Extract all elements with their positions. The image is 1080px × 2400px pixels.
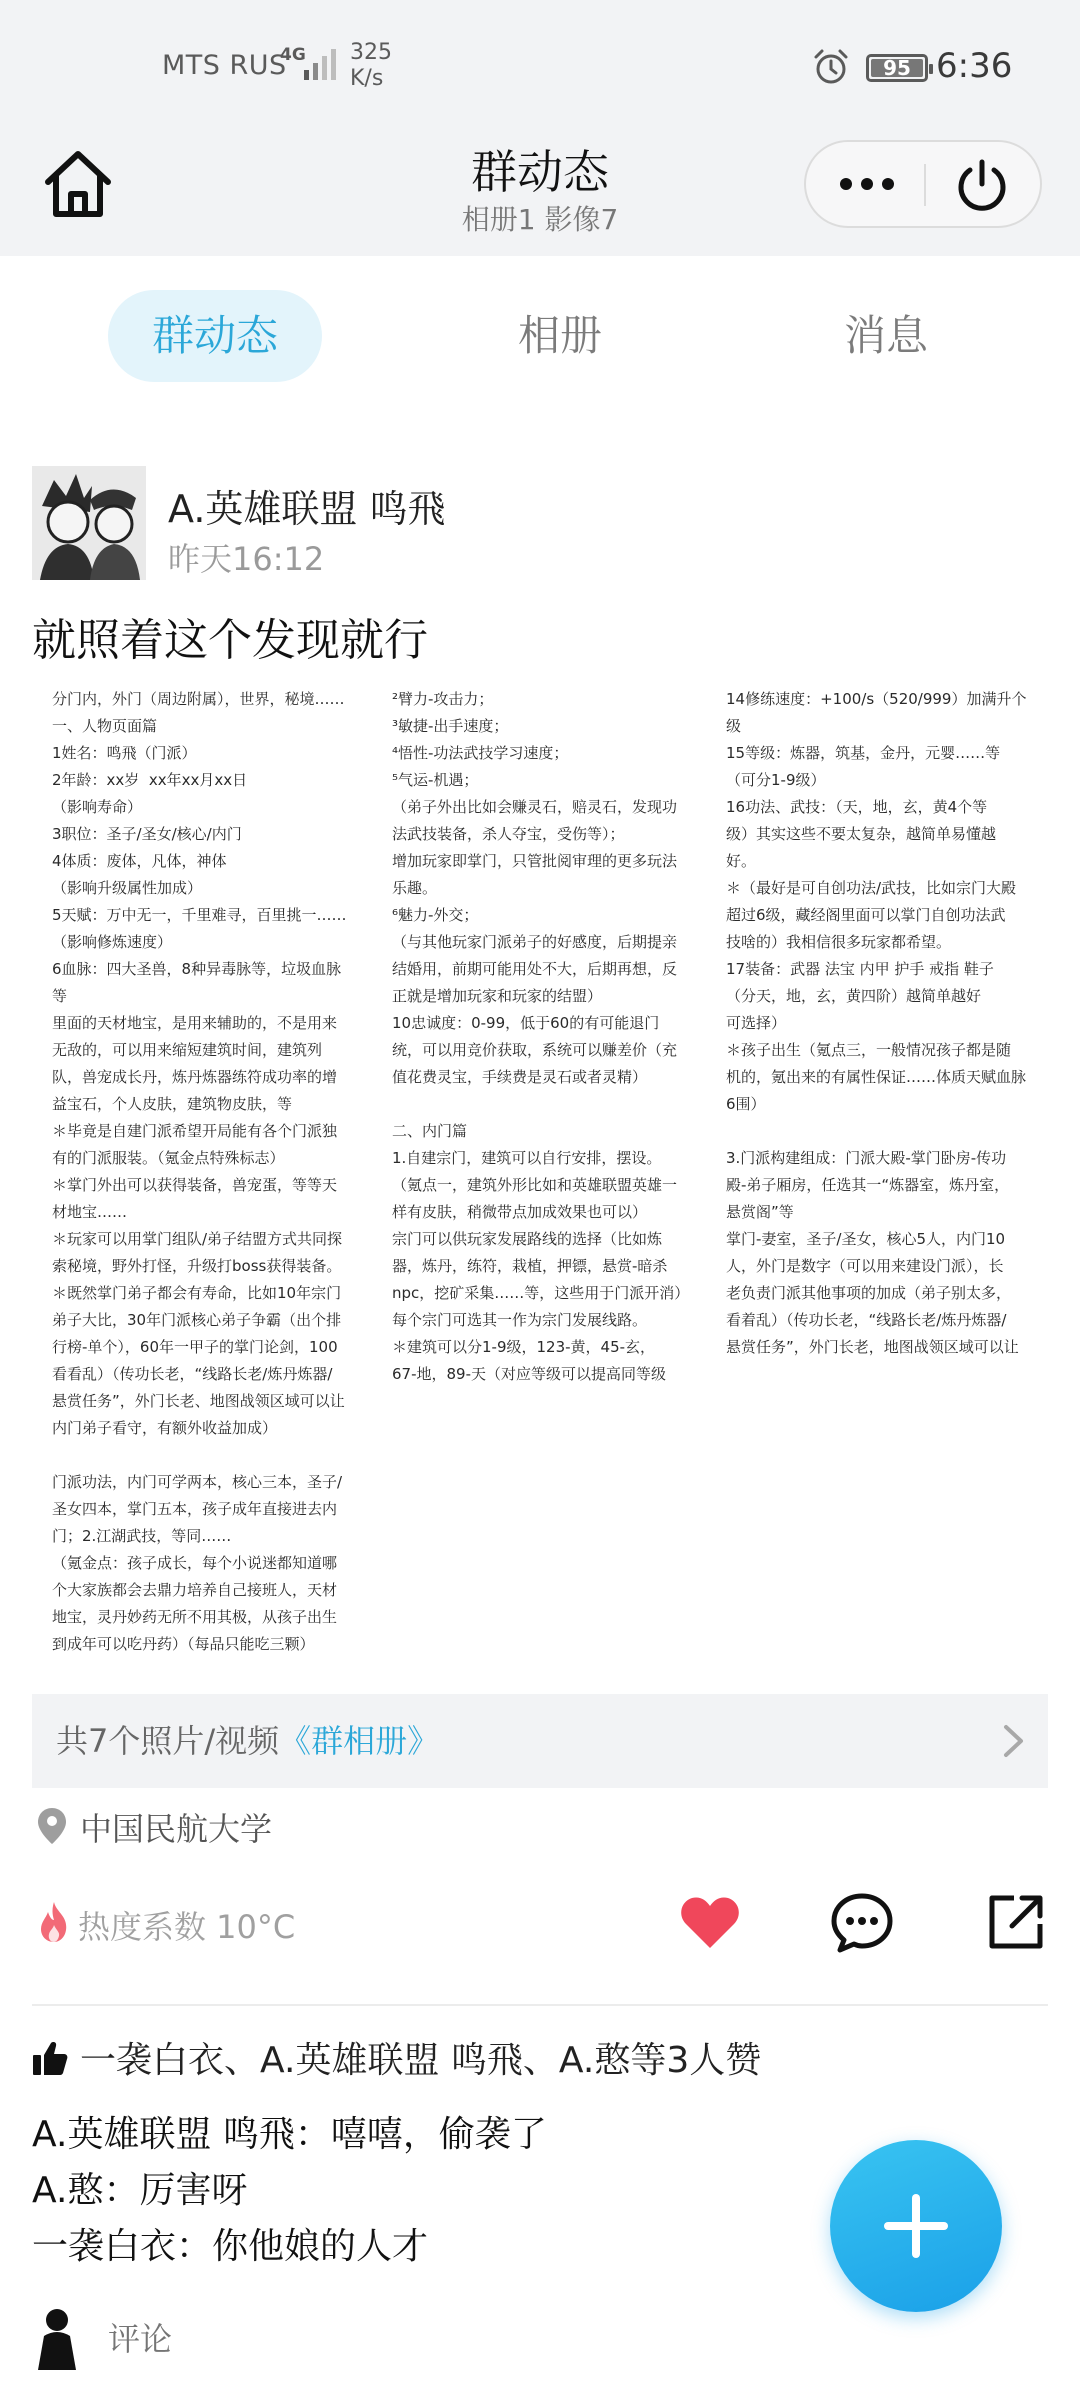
more-icon[interactable] bbox=[836, 142, 898, 226]
add-post-button[interactable] bbox=[830, 2140, 1002, 2312]
speed-unit: K/s bbox=[350, 66, 384, 91]
tab-group-feed[interactable]: 群动态 bbox=[108, 290, 322, 382]
carrier-name: MTS RUS bbox=[162, 50, 287, 81]
comment-item[interactable]: A.英雄联盟 鸣飛：嘻嘻，偷袭了 bbox=[32, 2114, 547, 2155]
avatar-image bbox=[32, 466, 146, 580]
document-column-3: 14修练速度：+100/s（520/999）加满升个 级 15等级：炼器，筑基，金丹，元婴……等 （可分1-9级） 16功法、武技：（天，地，玄，黄4个等 级）其实这些不要太复杂，越简单易懂越 好。 ＊（最好是可自创功法/武技，比如宗门大殿 超过6级，藏经阁里面可以掌门自创功法武 技啥的）我相信很多玩家都希望。 17装备：武器 法宝 内甲 护手 戒指 鞋子 （分天，地，玄，黄四阶）越简单越好 可选择） ＊孩子出生（氪点三，一般情况孩子都是随 机的，氪出来的有属性保证……体质天赋血脉 6围） 3.门派构建组成：门派大殿-掌门卧房-传功 殿-弟子厢房，任选其一“炼器室，炼丹室， 悬赏阁”等 掌门-妻室，圣子/圣女，核心5人，内门10 人，外门是数字（可以用来建设门派），长 老负责门派其他事项的加成（弟子别太多， 看着乱）（传功长老，“线路长老/炼丹炼器/ 悬赏任务”，外门长老，地图战领区域可以让 bbox=[726, 690, 1027, 1356]
author-avatar[interactable] bbox=[32, 466, 146, 580]
post-time: 昨天16:12 bbox=[168, 540, 325, 578]
comment-icon[interactable] bbox=[830, 1890, 894, 1954]
share-icon[interactable] bbox=[984, 1890, 1048, 1954]
heart-icon[interactable] bbox=[678, 1890, 742, 1954]
album-summary bbox=[56, 1694, 439, 1788]
location-text: 中国民航大学 bbox=[80, 1810, 273, 1848]
page-title: 群动态 bbox=[471, 145, 609, 199]
fire-icon bbox=[38, 1902, 70, 1942]
user-avatar-icon bbox=[32, 2306, 82, 2372]
clock: 6:36 bbox=[936, 46, 1013, 86]
alarm-icon bbox=[812, 48, 850, 86]
battery-icon bbox=[866, 54, 928, 82]
document-column-1: 分门内，外门（周边附属），世界，秘境…… 一、人物页面篇 1姓名：鸣飛（门派） 2年龄：xx岁 xx年xx月xx日 （影响寿命） 3职位：圣子/圣女/核心/内门 4体质：废体，凡体，神体 （影响升级属性加成） 5天赋：万中无一，千里难寻，百里挑一…… （影响修炼速度） 6血脉：四大圣兽，8种异毒脉等，垃圾血脉 等 里面的天材地宝，是用来辅助的，不是用来 无敌的，可以用来缩短建筑时间，建筑列 队，兽宠成长丹，炼丹炼器练符成功率的增 益宝石，个人皮肤，建筑物皮肤，等 ＊毕竟是自建门派希望开局能有各个门派独 有的门派服装。（氪金点特殊标志） ＊掌门外出可以获得装备，兽宠蛋，等等天 材地宝…… ＊玩家可以用掌门组队/弟子结盟方式共同探 索秘境，野外打怪，升级打boss获得装备。 ＊既然掌门弟子都会有寿命，比如10年宗门 弟子大比，30年门派核心弟子争霸（出个排 行榜-单个），60年一甲子的掌门论剑，100 看看乱）（传功长老，“线路长老/炼丹炼器/ 悬赏任务”，外门长老、地图战领区域可以让 内门弟子看守，有额外收益加成） 门派功法，内门可学两本，核心三本，圣子/ 圣女四本，掌门五本，孩子成年直接进去内 门；2.江湖武技，等同…… （氪金点：孩子成长，每个小说迷都知道哪 个大家族都会去鼎力培养自己接班人，天材 地宝，灵丹妙药无所不用其极，从孩子出生 到成年可以吃丹药）（每品只能吃三颗） bbox=[52, 690, 347, 1653]
network-speed bbox=[350, 40, 392, 92]
comment-input[interactable] bbox=[108, 2320, 708, 2358]
header bbox=[0, 132, 1080, 256]
chevron-right-icon bbox=[1002, 1724, 1026, 1758]
likes-text: 一袭白衣、A.英雄联盟 鸣飛、A.憨等3人赞 bbox=[80, 2040, 762, 2081]
post-text: 就照着这个发现就行 bbox=[32, 615, 428, 666]
signal-icon bbox=[304, 48, 338, 80]
plus-icon-vertical bbox=[912, 2194, 920, 2258]
status-bar bbox=[0, 0, 1080, 132]
mini-program-capsule bbox=[804, 140, 1042, 228]
post-image-document[interactable] bbox=[32, 676, 1048, 1694]
document-column-2: ²臂力-攻击力； ³敏捷-出手速度； ⁴悟性-功法武技学习速度； ⁵气运-机遇； （弟子外出比如会赚灵石，赔灵石，发现功 法武技装备，杀人夺宝，受伤等）； 增加玩家即掌门，只管批阅审理的更多玩法 乐趣。 ⁶魅力-外交； （与其他玩家门派弟子的好感度，后期提亲 结婚用，前期可能用处不大，后期再想，反 正就是增加玩家和玩家的结盟） 10忠诚度：0-99，低于60的有可能退门 统，可以用竞价获取，系统可以赚差价（充 值花费灵宝，手续费是灵石或者灵精） 二、内门篇 1.自建宗门，建筑可以自行安排，摆设。 （氪点一，建筑外形比如和英雄联盟英雄一 样有皮肤，稍微带点加成效果也可以） 宗门可以供玩家发展路线的选择（比如炼 器，炼丹，练符，栽植，押镖，悬赏-暗杀 npc，挖矿采集……等，这些用于门派开消） 每个宗门可选其一作为宗门发展线路。 ＊建筑可以分1-9级，123-黄，45-玄， 67-地，89-天（对应等级可以提高同等级 bbox=[392, 690, 690, 1383]
power-icon[interactable] bbox=[954, 158, 1010, 212]
tab-album[interactable]: 相册 bbox=[517, 311, 602, 360]
album-link-bar[interactable] bbox=[32, 1694, 1048, 1788]
album-link[interactable]: 《群相册》 bbox=[279, 1722, 440, 1760]
location-pin-icon bbox=[38, 1808, 66, 1844]
page-subtitle: 相册1 影像7 bbox=[461, 203, 619, 236]
tab-bar bbox=[0, 290, 1080, 382]
comment-item[interactable]: A.憨：厉害呀 bbox=[32, 2170, 248, 2211]
thumbs-up-icon bbox=[32, 2040, 68, 2076]
comment-item[interactable]: 一袭白衣：你他娘的人才 bbox=[32, 2226, 429, 2267]
tab-messages[interactable]: 消息 bbox=[843, 311, 928, 360]
speed-value: 325 bbox=[350, 40, 392, 65]
author-name[interactable]: A.英雄联盟 鸣飛 bbox=[168, 487, 446, 531]
network-type: 4G bbox=[280, 45, 306, 65]
battery-level: 95 bbox=[883, 56, 911, 80]
capsule-divider bbox=[924, 164, 926, 206]
heat-text: 热度系数 10°C bbox=[78, 1908, 296, 1946]
album-count: 共7个照片/视频 bbox=[56, 1722, 280, 1760]
comment-bar bbox=[32, 2300, 1048, 2380]
section-divider bbox=[32, 2004, 1048, 2006]
